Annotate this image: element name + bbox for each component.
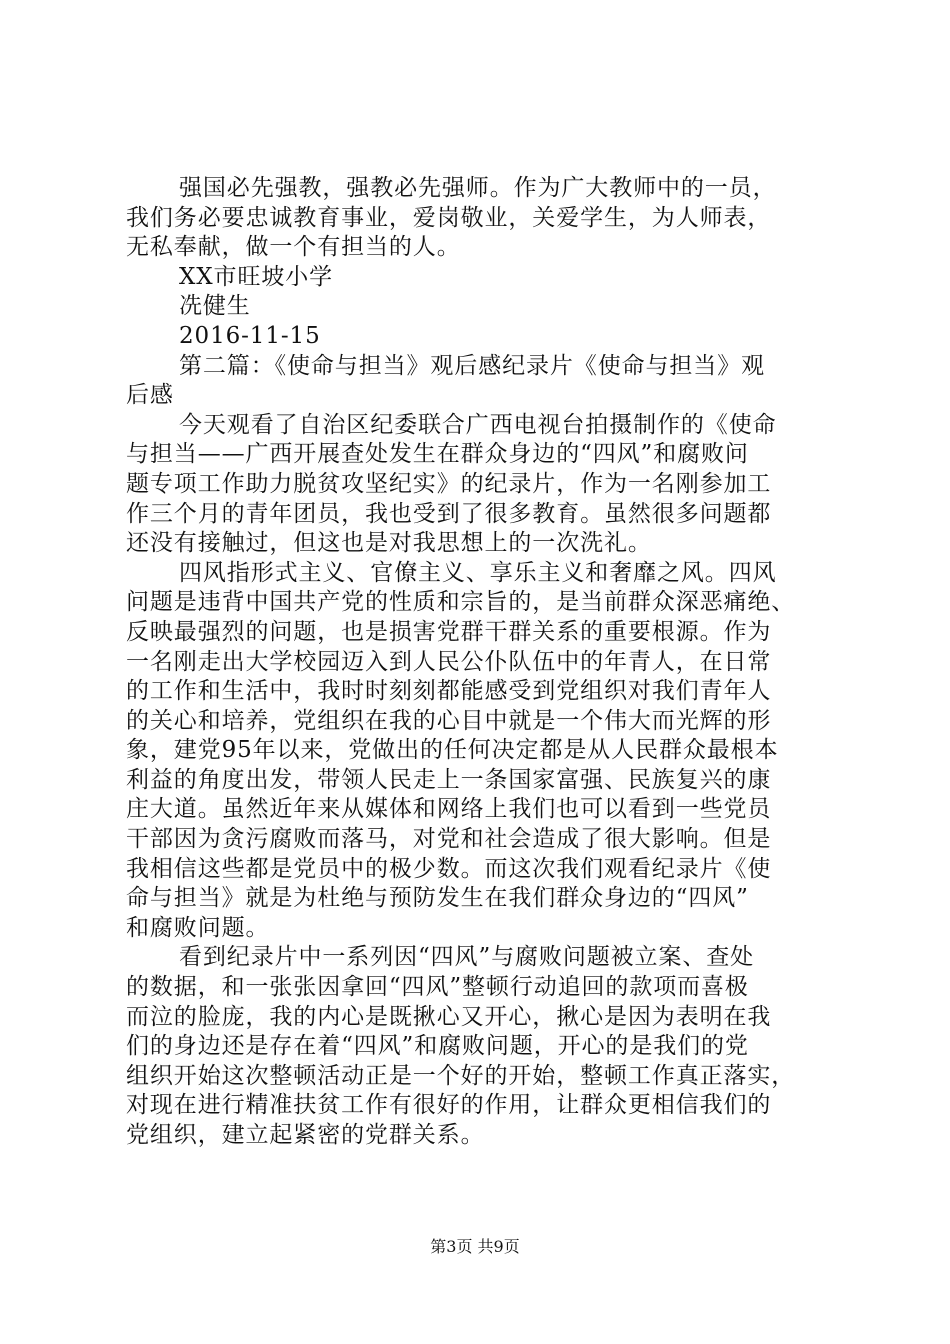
text-line: 后感: [126, 382, 174, 409]
paragraph-date: [126, 322, 838, 352]
text-line: 而泣的脸庞，我的内心是既揪心又开心，揪心是因为表明在我: [126, 1003, 772, 1030]
text-line: 利益的角度出发，带领人民走上一条国家富强、民族复兴的康: [126, 766, 772, 793]
text-line: 党组织，建立起紧密的党群关系。: [126, 1122, 485, 1148]
text-line: 还没有接触过，但这也是对我思想上的一次洗礼。: [126, 530, 652, 557]
text-line: 的数据，和一张张因拿回“四风”整顿行动追回的款项而喜极: [126, 974, 749, 1001]
text-line: 反映最强烈的问题，也是损害党群干群关系的重要根源。作为: [126, 618, 772, 645]
text-line: 一名刚走出大学校园迈入到人民公仆队伍中的年青人，在日常: [126, 648, 772, 675]
text-line: 象，建党95年以来，党做出的任何决定都是从人民群众最根本: [126, 737, 779, 764]
text-line: 和腐败问题。: [126, 914, 270, 941]
text-line: 与担当——广西开展查处发生在群众身边的“四风”和腐败问: [126, 441, 749, 468]
text-line: 无私奉献，做一个有担当的人。: [126, 234, 461, 261]
paragraph-para-1: [126, 411, 838, 559]
paragraph-author: [126, 292, 838, 322]
paragraph-para-2: [126, 559, 838, 944]
text-line: 对现在进行精准扶贫工作有很好的作用，让群众更相信我们的: [126, 1092, 772, 1119]
text-line: 作三个月的青年团员，我也受到了很多教育。虽然很多问题都: [126, 500, 772, 527]
text-line: 的工作和生活中，我时时刻刻都能感受到党组织对我们青年人: [126, 678, 772, 705]
text-line: 今天观看了自治区纪委联合广西电视台拍摄制作的《使命: [179, 411, 777, 438]
text-line: 2016-11-15: [179, 322, 321, 349]
text-line: 看到纪录片中一系列因“四风”与腐败问题被立案、查处: [179, 944, 755, 971]
text-line: 命与担当》就是为杜绝与预防发生在我们群众身边的“四风”: [126, 885, 749, 912]
text-line: 第二篇：《使命与担当》观后感纪录片《使命与担当》观: [179, 352, 765, 379]
text-line: XX市旺坡小学: [179, 263, 334, 290]
paragraph-intro-conclusion: [126, 174, 838, 263]
document-body: [126, 174, 838, 1151]
page-footer: 第3页 共9页: [430, 1237, 520, 1256]
text-line: 强国必先强教，强教必先强师。作为广大教师中的一员，: [179, 175, 777, 201]
text-line: 我相信这些都是党员中的极少数。而这次我们观看纪录片《使: [126, 855, 772, 882]
paragraph-school: [126, 263, 838, 293]
text-line: 题专项工作助力脱贫攻坚纪实》的纪录片，作为一名刚参加工: [126, 470, 772, 497]
text-line: 的关心和培养，党组织在我的心目中就是一个伟大而光辉的形: [126, 707, 772, 734]
text-line: 干部因为贪污腐败而落马，对党和社会造成了很大影响。但是: [126, 826, 772, 853]
text-line: 四风指形式主义、官僚主义、享乐主义和奢靡之风。四风: [179, 559, 777, 586]
text-line: 问题是违背中国共产党的性质和宗旨的，是当前群众深恶痛绝、: [126, 589, 796, 616]
text-line: 庄大道。虽然近年来从媒体和网络上我们也可以看到一些党员: [126, 796, 772, 823]
paragraph-section-title: [126, 352, 838, 411]
text-line: 组织开始这次整顿活动正是一个好的开始，整顿工作真正落实，: [126, 1062, 796, 1089]
text-line: 冼健生: [179, 293, 251, 320]
text-line: 们的身边还是存在着“四风”和腐败问题，开心的是我们的党: [126, 1033, 749, 1060]
paragraph-para-3: [126, 943, 838, 1150]
text-line: 我们务必要忠诚教育事业，爱岗敬业，关爱学生，为人师表，: [126, 204, 772, 231]
